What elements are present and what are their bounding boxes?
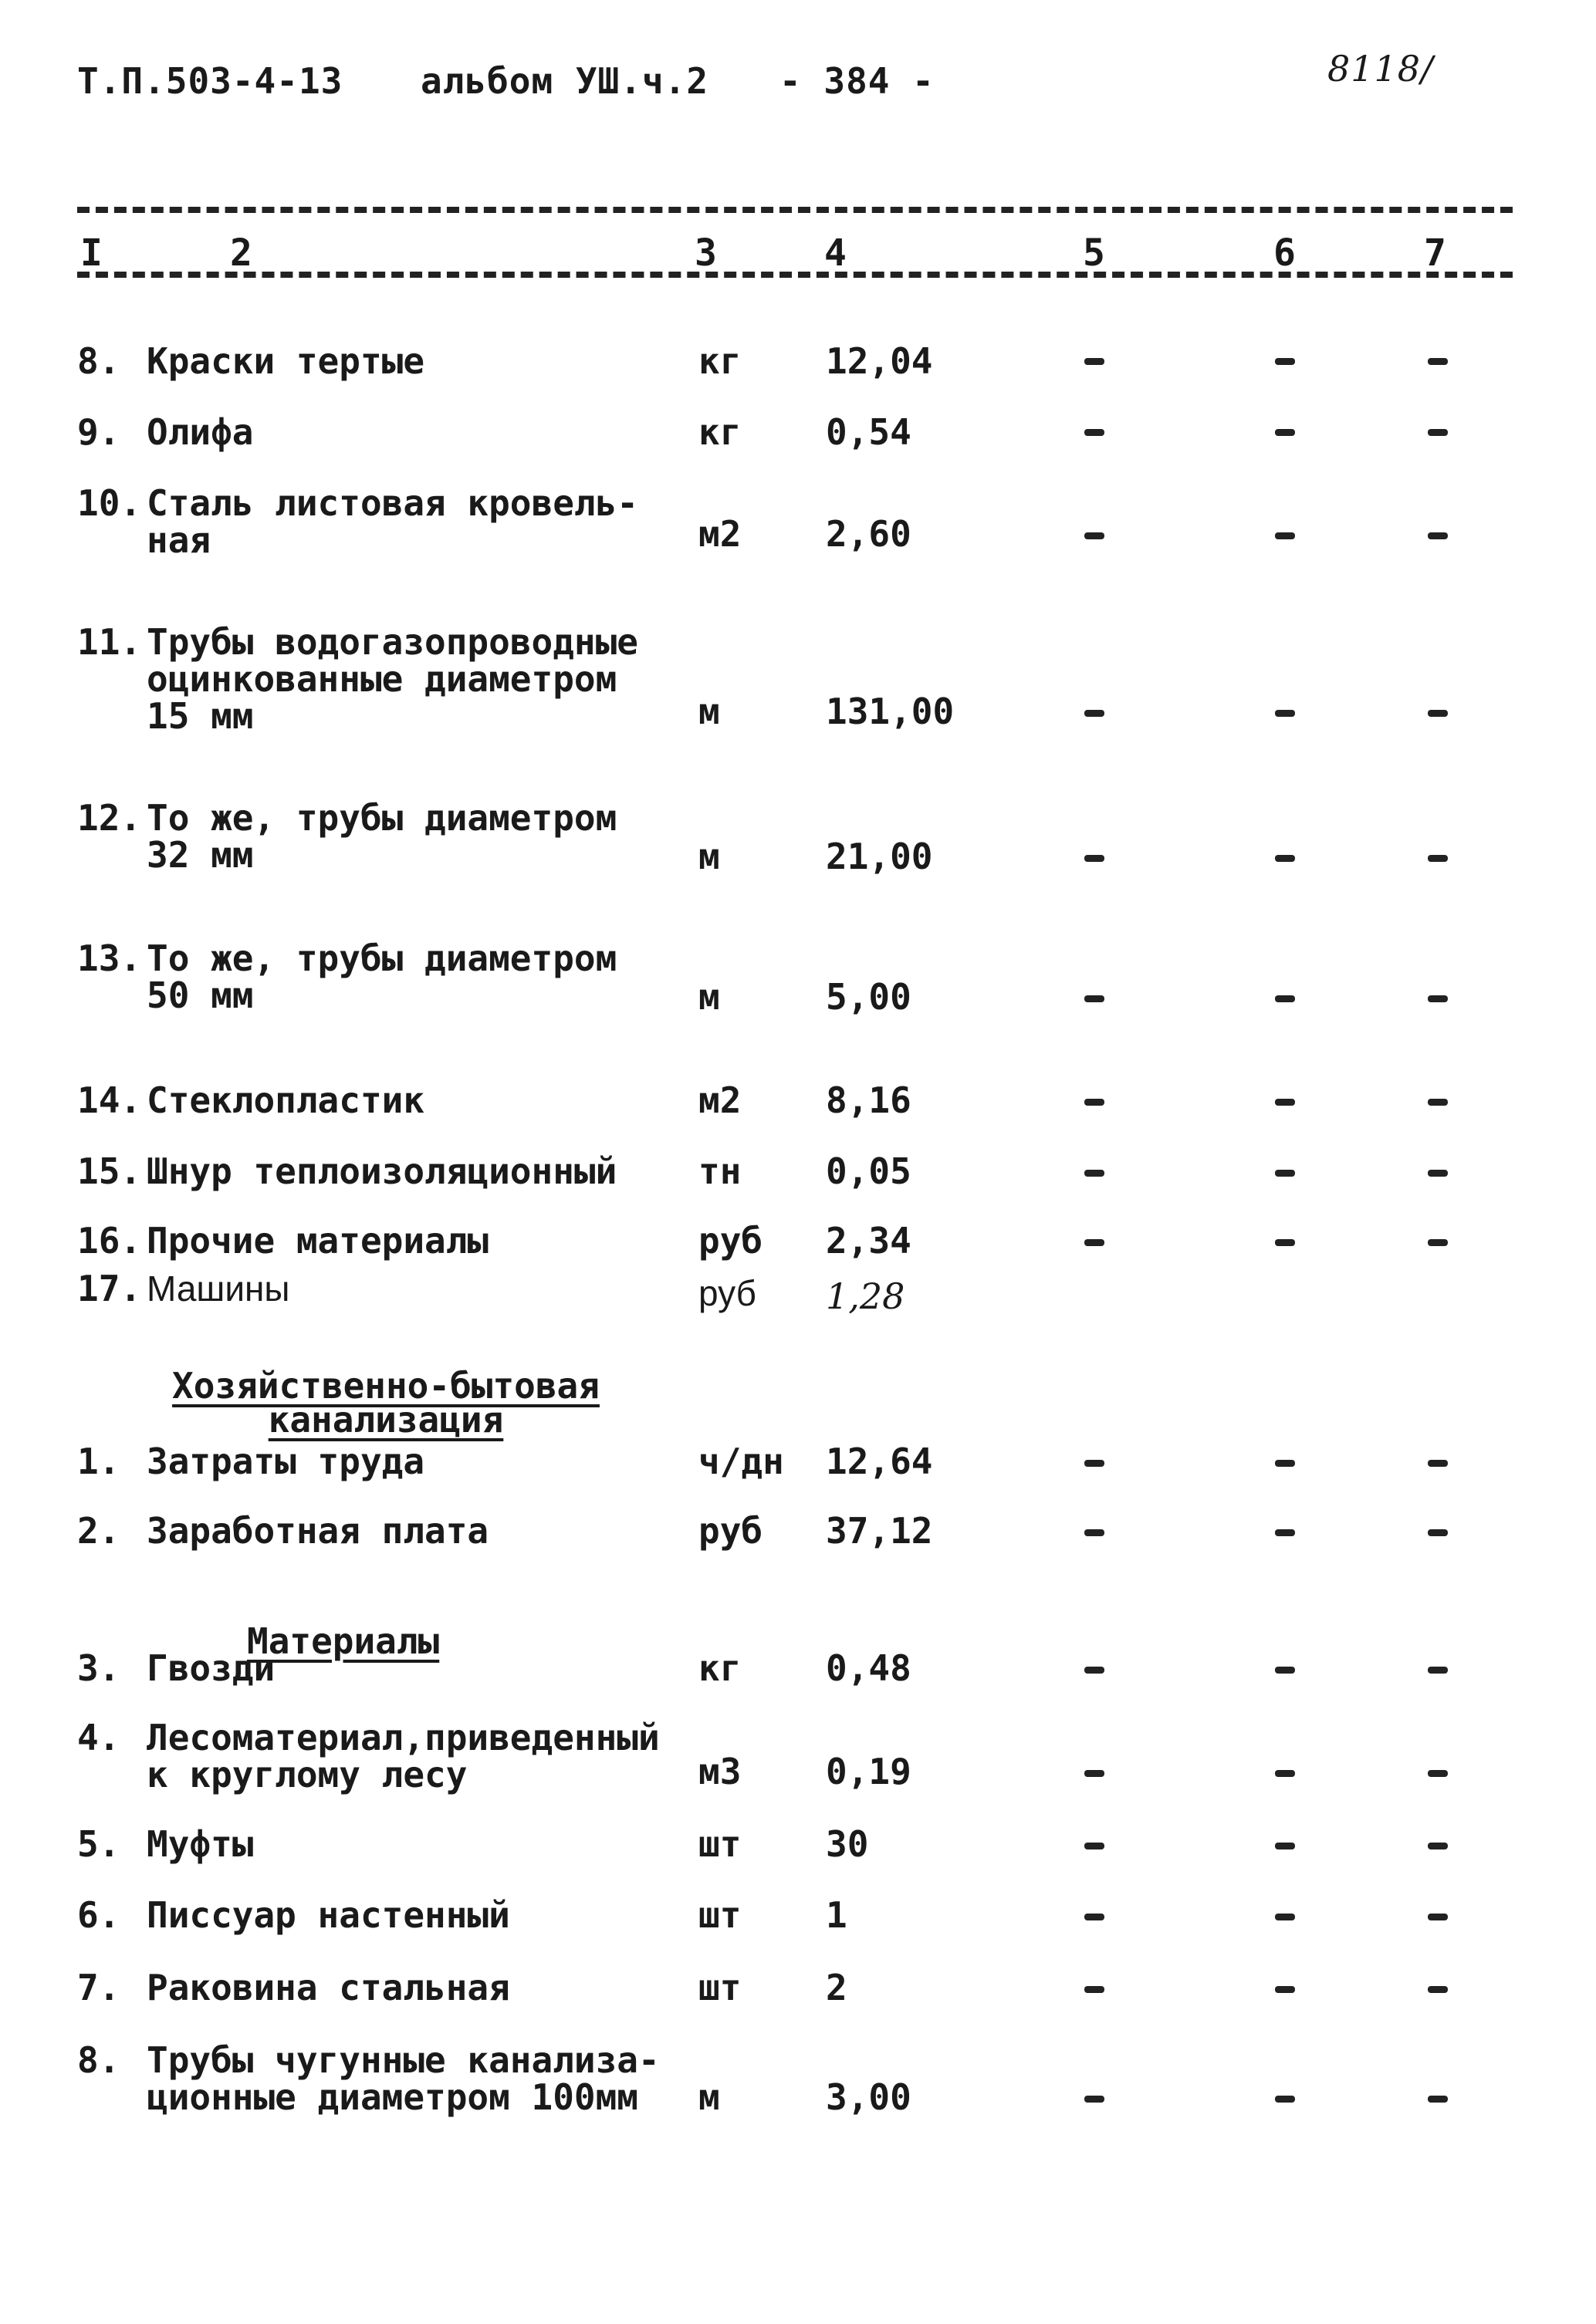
column-3-header: 3 bbox=[695, 231, 717, 275]
dash-mark bbox=[1275, 1770, 1295, 1777]
dash-mark bbox=[1084, 532, 1104, 539]
dash-mark bbox=[1084, 1529, 1104, 1536]
dash-mark bbox=[1275, 1986, 1295, 1993]
row-name: Заработная плата bbox=[147, 1510, 489, 1552]
header-top-rule bbox=[77, 207, 1513, 213]
row-quantity: 2,60 bbox=[826, 513, 911, 555]
row-name: Гвозди bbox=[147, 1647, 276, 1689]
dash-mark bbox=[1084, 1667, 1104, 1674]
dash-mark bbox=[1084, 1770, 1104, 1777]
dash-mark bbox=[1275, 1099, 1295, 1106]
materials-heading bbox=[247, 1579, 439, 1662]
row-name: Писсуар настенный bbox=[147, 1894, 510, 1936]
row-number: 3. bbox=[77, 1647, 120, 1689]
row-number: 16. bbox=[77, 1220, 142, 1262]
dash-mark bbox=[1084, 1099, 1104, 1106]
dash-mark bbox=[1084, 1843, 1104, 1849]
dash-mark bbox=[1084, 429, 1104, 436]
row-unit: кг bbox=[698, 340, 742, 382]
row-number: 14. bbox=[77, 1079, 142, 1121]
dash-mark bbox=[1084, 995, 1104, 1002]
row-quantity: 2,34 bbox=[826, 1220, 911, 1262]
column-1-header: I bbox=[80, 231, 103, 275]
row-quantity: 0,19 bbox=[826, 1751, 911, 1792]
row-unit: м3 bbox=[698, 1751, 742, 1792]
dash-mark bbox=[1084, 710, 1104, 717]
row-quantity: 0,48 bbox=[826, 1647, 911, 1689]
dash-mark bbox=[1084, 855, 1104, 862]
row-unit: кг bbox=[698, 1647, 742, 1689]
row-unit: м bbox=[698, 2076, 720, 2118]
row-unit: шт bbox=[698, 1823, 742, 1865]
row-unit: м2 bbox=[698, 1079, 742, 1121]
row-quantity: 5,00 bbox=[826, 976, 911, 1018]
dash-mark bbox=[1428, 1667, 1448, 1674]
row-number: 11. bbox=[77, 621, 142, 663]
dash-mark bbox=[1084, 2096, 1104, 2103]
row-unit: м bbox=[698, 836, 720, 877]
row-name: То же, трубы диаметром 32 мм bbox=[147, 797, 617, 876]
row-quantity: 12,64 bbox=[826, 1441, 933, 1482]
dash-mark bbox=[1428, 1460, 1448, 1467]
row-number: 5. bbox=[77, 1823, 120, 1865]
row-quantity: 30 bbox=[826, 1823, 869, 1865]
dash-mark bbox=[1428, 1986, 1448, 1993]
row-number: 12. bbox=[77, 797, 142, 839]
row-name: Муфты bbox=[147, 1823, 254, 1865]
row-name: Трубы водогазопроводные оцинкованные диаметром 15 мм bbox=[147, 621, 638, 737]
column-5-header: 5 bbox=[1083, 231, 1105, 275]
row-quantity: 1 bbox=[826, 1894, 847, 1936]
row-name: Раковина стальная bbox=[147, 1967, 510, 2008]
row-unit: руб bbox=[698, 1220, 763, 1262]
dash-mark bbox=[1428, 995, 1448, 1002]
row-name: То же, трубы диаметром 50 мм bbox=[147, 937, 617, 1016]
row-number: 4. bbox=[77, 1717, 120, 1758]
dash-mark bbox=[1428, 1843, 1448, 1849]
row-unit: шт bbox=[698, 1967, 742, 2008]
row-quantity: 2 bbox=[826, 1967, 847, 2008]
column-7-header: 7 bbox=[1424, 231, 1446, 275]
row-quantity: 12,04 bbox=[826, 340, 933, 382]
row-unit: кг bbox=[698, 411, 742, 453]
row-number: 9. bbox=[77, 411, 120, 453]
dash-mark bbox=[1428, 710, 1448, 717]
dash-mark bbox=[1428, 429, 1448, 436]
row-quantity: 0,54 bbox=[826, 411, 911, 453]
row-unit: руб bbox=[698, 1273, 756, 1313]
dash-mark bbox=[1275, 429, 1295, 436]
row-number: 17. bbox=[77, 1268, 142, 1309]
dash-mark bbox=[1428, 1239, 1448, 1246]
row-name: Машины bbox=[147, 1268, 290, 1309]
dash-mark bbox=[1275, 1667, 1295, 1674]
row-quantity: 0,05 bbox=[826, 1150, 911, 1192]
row-quantity: 21,00 bbox=[826, 836, 933, 877]
dash-mark bbox=[1428, 1914, 1448, 1920]
row-name: Сталь листовая кровель- ная bbox=[147, 482, 638, 561]
dash-mark bbox=[1275, 1239, 1295, 1246]
row-unit: м bbox=[698, 691, 720, 732]
section-title-text: Хозяйственно-бытовая канализация bbox=[172, 1365, 600, 1441]
row-name: Трубы чугунные канализа- ционные диаметром 100мм bbox=[147, 2039, 660, 2118]
row-quantity: 131,00 bbox=[826, 691, 955, 732]
section-title bbox=[154, 1335, 617, 1441]
document-code: Т.П.503-4-13 bbox=[77, 60, 343, 102]
row-number: 10. bbox=[77, 482, 142, 524]
row-number: 1. bbox=[77, 1441, 120, 1482]
dash-mark bbox=[1275, 532, 1295, 539]
column-6-header: 6 bbox=[1273, 231, 1296, 275]
dash-mark bbox=[1275, 995, 1295, 1002]
album-label: альбом УШ.ч.2 bbox=[421, 60, 709, 102]
dash-mark bbox=[1428, 1529, 1448, 1536]
column-4-header: 4 bbox=[824, 231, 847, 275]
column-2-header: 2 bbox=[230, 231, 252, 275]
row-number: 6. bbox=[77, 1894, 120, 1936]
dash-mark bbox=[1084, 1986, 1104, 1993]
dash-mark bbox=[1275, 1843, 1295, 1849]
row-unit: м2 bbox=[698, 513, 742, 555]
dash-mark bbox=[1275, 358, 1295, 365]
dash-mark bbox=[1275, 2096, 1295, 2103]
dash-mark bbox=[1428, 1770, 1448, 1777]
row-number: 8. bbox=[77, 340, 120, 382]
dash-mark bbox=[1275, 855, 1295, 862]
row-name: Шнур теплоизоляционный bbox=[147, 1150, 617, 1192]
row-number: 13. bbox=[77, 937, 142, 979]
dash-mark bbox=[1428, 1170, 1448, 1177]
row-name: Олифа bbox=[147, 411, 254, 453]
dash-mark bbox=[1428, 1099, 1448, 1106]
archive-stamp: 8118/ bbox=[1327, 48, 1434, 90]
dash-mark bbox=[1084, 1170, 1104, 1177]
row-unit: руб bbox=[698, 1510, 763, 1552]
dash-mark bbox=[1275, 1170, 1295, 1177]
row-number: 7. bbox=[77, 1967, 120, 2008]
row-quantity: 3,00 bbox=[826, 2076, 911, 2118]
header-bottom-rule bbox=[77, 272, 1513, 278]
materials-heading-text: Материалы bbox=[247, 1620, 440, 1662]
dash-mark bbox=[1428, 855, 1448, 862]
row-name: Затраты труда bbox=[147, 1441, 425, 1482]
row-number: 2. bbox=[77, 1510, 120, 1552]
dash-mark bbox=[1275, 1460, 1295, 1467]
dash-mark bbox=[1084, 1239, 1104, 1246]
dash-mark bbox=[1275, 1529, 1295, 1536]
row-number: 8. bbox=[77, 2039, 120, 2081]
dash-mark bbox=[1084, 1914, 1104, 1920]
row-name: Прочие материалы bbox=[147, 1220, 489, 1262]
row-quantity: 8,16 bbox=[826, 1079, 911, 1121]
dash-mark bbox=[1275, 710, 1295, 717]
dash-mark bbox=[1428, 2096, 1448, 2103]
row-name: Стеклопластик bbox=[147, 1079, 425, 1121]
row-quantity: 37,12 bbox=[826, 1510, 933, 1552]
page-number: - 384 - bbox=[779, 60, 935, 102]
dash-mark bbox=[1084, 358, 1104, 365]
row-number: 15. bbox=[77, 1150, 142, 1192]
row-unit: м bbox=[698, 976, 720, 1018]
row-name: Лесоматериал,приведенный к круглому лесу bbox=[147, 1717, 660, 1795]
dash-mark bbox=[1084, 1460, 1104, 1467]
dash-mark bbox=[1428, 532, 1448, 539]
dash-mark bbox=[1428, 358, 1448, 365]
row-unit: шт bbox=[698, 1894, 742, 1936]
row-unit: тн bbox=[698, 1150, 742, 1192]
row-quantity: 1,28 bbox=[826, 1275, 905, 1317]
dash-mark bbox=[1275, 1914, 1295, 1920]
row-name: Краски тертые bbox=[147, 340, 425, 382]
row-unit: ч/дн bbox=[698, 1441, 784, 1482]
